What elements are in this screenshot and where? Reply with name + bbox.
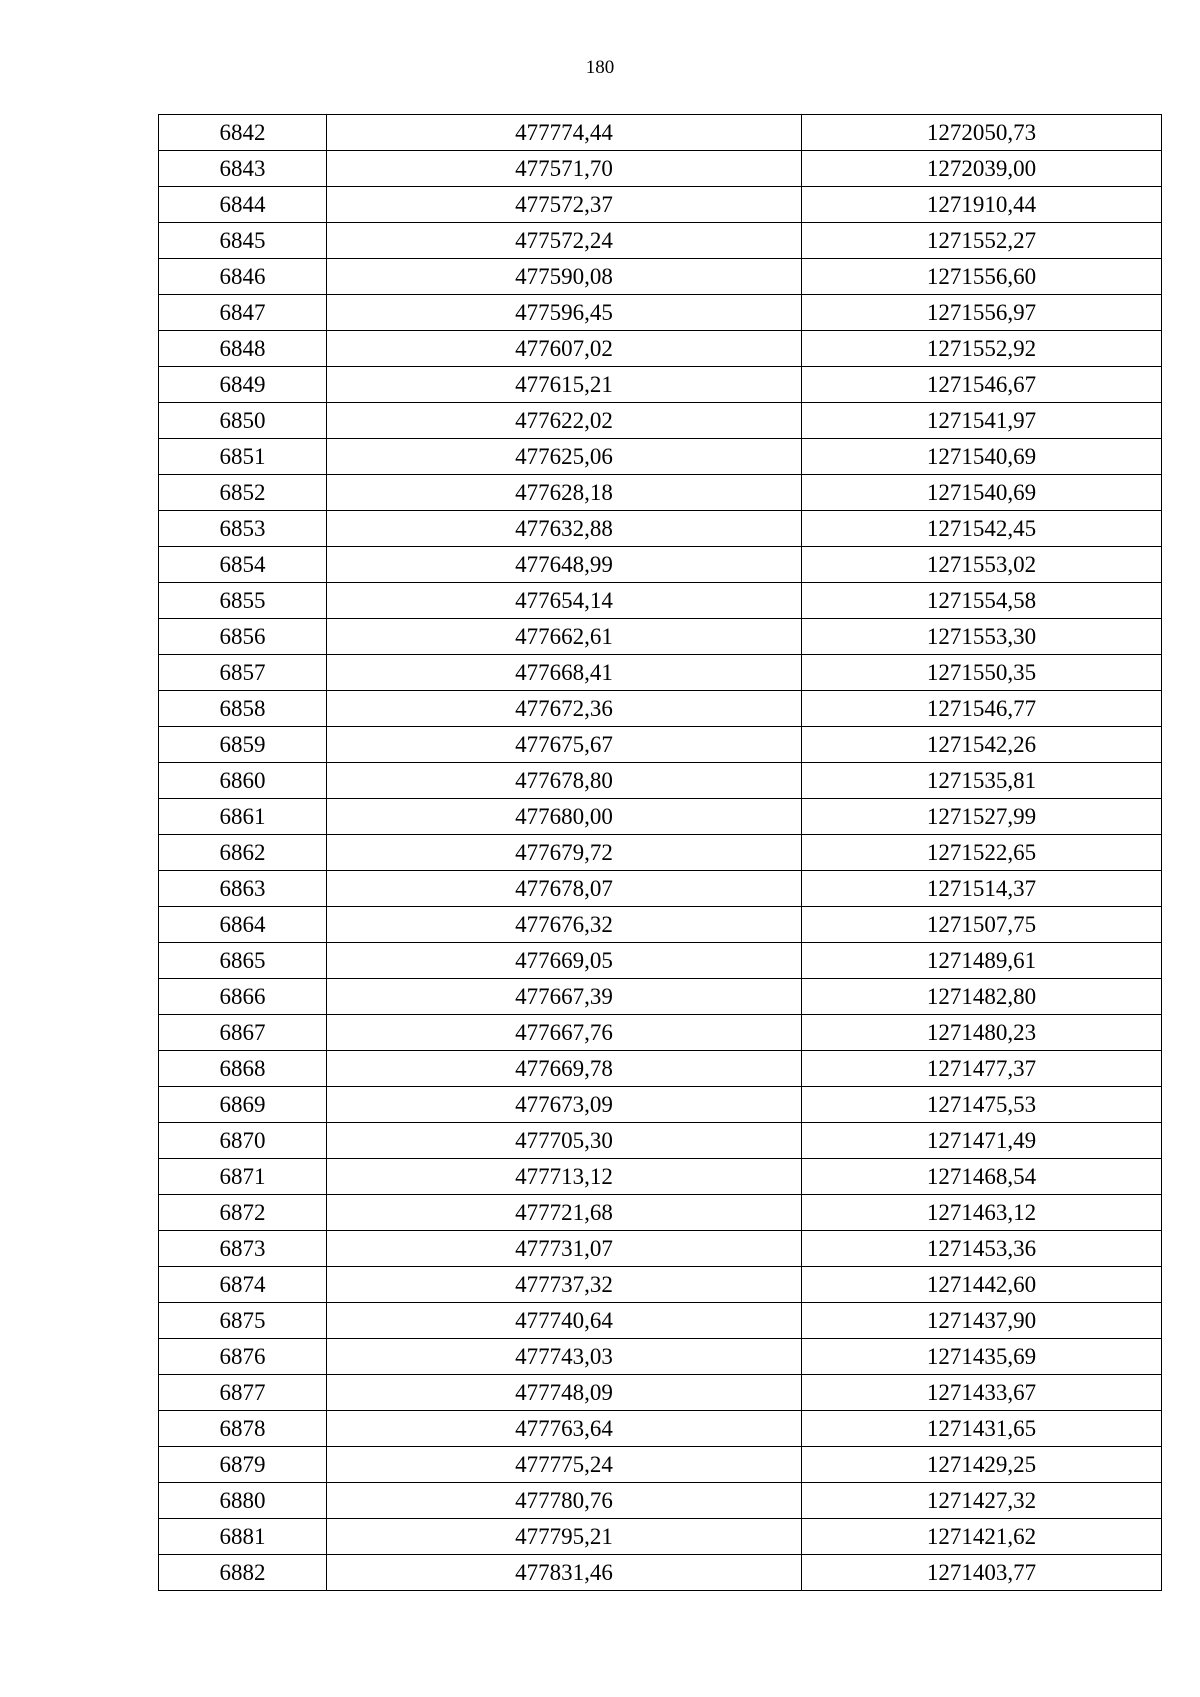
table-row — [159, 1519, 1162, 1555]
x-coordinate-cell: 477572,37 — [327, 187, 802, 223]
x-coordinate-cell: 477831,46 — [327, 1555, 802, 1591]
y-coordinate-cell: 1271431,65 — [802, 1411, 1162, 1447]
x-coordinate-cell: 477705,30 — [327, 1123, 802, 1159]
point-number-cell: 6871 — [159, 1159, 327, 1195]
y-coordinate-cell: 1271556,97 — [802, 295, 1162, 331]
x-coordinate-cell: 477680,00 — [327, 799, 802, 835]
point-number-cell: 6854 — [159, 547, 327, 583]
point-number-cell: 6868 — [159, 1051, 327, 1087]
y-coordinate-cell: 1271522,65 — [802, 835, 1162, 871]
x-coordinate-cell: 477743,03 — [327, 1339, 802, 1375]
point-number-cell: 6846 — [159, 259, 327, 295]
point-number-cell: 6881 — [159, 1519, 327, 1555]
table-row — [159, 691, 1162, 727]
y-coordinate-cell: 1271463,12 — [802, 1195, 1162, 1231]
y-coordinate-cell: 1271468,54 — [802, 1159, 1162, 1195]
x-coordinate-cell: 477669,78 — [327, 1051, 802, 1087]
point-number-cell: 6864 — [159, 907, 327, 943]
y-coordinate-cell: 1271535,81 — [802, 763, 1162, 799]
y-coordinate-cell: 1271433,67 — [802, 1375, 1162, 1411]
point-number-cell: 6872 — [159, 1195, 327, 1231]
table-row — [159, 187, 1162, 223]
table-row — [159, 115, 1162, 151]
table-row — [159, 1303, 1162, 1339]
x-coordinate-cell: 477607,02 — [327, 331, 802, 367]
y-coordinate-cell: 1271542,45 — [802, 511, 1162, 547]
y-coordinate-cell: 1271471,49 — [802, 1123, 1162, 1159]
table-row — [159, 727, 1162, 763]
table-row — [159, 1051, 1162, 1087]
y-coordinate-cell: 1271475,53 — [802, 1087, 1162, 1123]
x-coordinate-cell: 477673,09 — [327, 1087, 802, 1123]
y-coordinate-cell: 1271541,97 — [802, 403, 1162, 439]
y-coordinate-cell: 1271482,80 — [802, 979, 1162, 1015]
y-coordinate-cell: 1271403,77 — [802, 1555, 1162, 1591]
x-coordinate-cell: 477669,05 — [327, 943, 802, 979]
point-number-cell: 6861 — [159, 799, 327, 835]
y-coordinate-cell: 1271553,30 — [802, 619, 1162, 655]
table-row — [159, 763, 1162, 799]
x-coordinate-cell: 477679,72 — [327, 835, 802, 871]
point-number-cell: 6870 — [159, 1123, 327, 1159]
y-coordinate-cell: 1271527,99 — [802, 799, 1162, 835]
x-coordinate-cell: 477622,02 — [327, 403, 802, 439]
x-coordinate-cell: 477590,08 — [327, 259, 802, 295]
x-coordinate-cell: 477615,21 — [327, 367, 802, 403]
point-number-cell: 6865 — [159, 943, 327, 979]
x-coordinate-cell: 477740,64 — [327, 1303, 802, 1339]
point-number-cell: 6874 — [159, 1267, 327, 1303]
point-number-cell: 6844 — [159, 187, 327, 223]
x-coordinate-cell: 477654,14 — [327, 583, 802, 619]
x-coordinate-cell: 477775,24 — [327, 1447, 802, 1483]
y-coordinate-cell: 1271435,69 — [802, 1339, 1162, 1375]
table-row — [159, 1015, 1162, 1051]
table-row — [159, 1411, 1162, 1447]
y-coordinate-cell: 1271514,37 — [802, 871, 1162, 907]
x-coordinate-cell: 477721,68 — [327, 1195, 802, 1231]
y-coordinate-cell: 1271477,37 — [802, 1051, 1162, 1087]
point-number-cell: 6867 — [159, 1015, 327, 1051]
y-coordinate-cell: 1271507,75 — [802, 907, 1162, 943]
point-number-cell: 6857 — [159, 655, 327, 691]
point-number-cell: 6863 — [159, 871, 327, 907]
x-coordinate-cell: 477625,06 — [327, 439, 802, 475]
y-coordinate-cell: 1271453,36 — [802, 1231, 1162, 1267]
y-coordinate-cell: 1271437,90 — [802, 1303, 1162, 1339]
x-coordinate-cell: 477780,76 — [327, 1483, 802, 1519]
table-row — [159, 367, 1162, 403]
x-coordinate-cell: 477662,61 — [327, 619, 802, 655]
point-number-cell: 6878 — [159, 1411, 327, 1447]
table-row — [159, 799, 1162, 835]
point-number-cell: 6879 — [159, 1447, 327, 1483]
point-number-cell: 6847 — [159, 295, 327, 331]
point-number-cell: 6856 — [159, 619, 327, 655]
table-row — [159, 547, 1162, 583]
point-number-cell: 6853 — [159, 511, 327, 547]
table-row — [159, 1123, 1162, 1159]
x-coordinate-cell: 477632,88 — [327, 511, 802, 547]
table-row — [159, 223, 1162, 259]
table-row — [159, 1159, 1162, 1195]
y-coordinate-cell: 1271429,25 — [802, 1447, 1162, 1483]
y-coordinate-cell: 1271442,60 — [802, 1267, 1162, 1303]
y-coordinate-cell: 1271540,69 — [802, 475, 1162, 511]
table-row — [159, 511, 1162, 547]
y-coordinate-cell: 1271421,62 — [802, 1519, 1162, 1555]
x-coordinate-cell: 477676,32 — [327, 907, 802, 943]
table-row — [159, 619, 1162, 655]
x-coordinate-cell: 477628,18 — [327, 475, 802, 511]
table-row — [159, 871, 1162, 907]
y-coordinate-cell: 1271553,02 — [802, 547, 1162, 583]
x-coordinate-cell: 477795,21 — [327, 1519, 802, 1555]
point-number-cell: 6850 — [159, 403, 327, 439]
table-row — [159, 1339, 1162, 1375]
x-coordinate-cell: 477678,80 — [327, 763, 802, 799]
point-number-cell: 6848 — [159, 331, 327, 367]
table-row — [159, 655, 1162, 691]
table-row — [159, 403, 1162, 439]
y-coordinate-cell: 1271554,58 — [802, 583, 1162, 619]
point-number-cell: 6858 — [159, 691, 327, 727]
point-number-cell: 6873 — [159, 1231, 327, 1267]
y-coordinate-cell: 1271540,69 — [802, 439, 1162, 475]
point-number-cell: 6859 — [159, 727, 327, 763]
y-coordinate-cell: 1272039,00 — [802, 151, 1162, 187]
y-coordinate-cell: 1271552,92 — [802, 331, 1162, 367]
x-coordinate-cell: 477571,70 — [327, 151, 802, 187]
x-coordinate-cell: 477774,44 — [327, 115, 802, 151]
table-row — [159, 295, 1162, 331]
x-coordinate-cell: 477667,39 — [327, 979, 802, 1015]
table-row — [159, 1267, 1162, 1303]
table-row — [159, 979, 1162, 1015]
point-number-cell: 6866 — [159, 979, 327, 1015]
table-row — [159, 1375, 1162, 1411]
y-coordinate-cell: 1271550,35 — [802, 655, 1162, 691]
x-coordinate-cell: 477667,76 — [327, 1015, 802, 1051]
point-number-cell: 6849 — [159, 367, 327, 403]
point-number-cell: 6869 — [159, 1087, 327, 1123]
point-number-cell: 6842 — [159, 115, 327, 151]
table-row — [159, 475, 1162, 511]
x-coordinate-cell: 477713,12 — [327, 1159, 802, 1195]
x-coordinate-cell: 477596,45 — [327, 295, 802, 331]
point-number-cell: 6855 — [159, 583, 327, 619]
x-coordinate-cell: 477672,36 — [327, 691, 802, 727]
y-coordinate-cell: 1271542,26 — [802, 727, 1162, 763]
point-number-cell: 6877 — [159, 1375, 327, 1411]
table-row — [159, 1447, 1162, 1483]
point-number-cell: 6880 — [159, 1483, 327, 1519]
x-coordinate-cell: 477675,67 — [327, 727, 802, 763]
point-number-cell: 6851 — [159, 439, 327, 475]
coordinates-table-body — [159, 115, 1162, 1591]
x-coordinate-cell: 477648,99 — [327, 547, 802, 583]
y-coordinate-cell: 1271552,27 — [802, 223, 1162, 259]
point-number-cell: 6852 — [159, 475, 327, 511]
table-row — [159, 1483, 1162, 1519]
table-row — [159, 835, 1162, 871]
point-number-cell: 6882 — [159, 1555, 327, 1591]
x-coordinate-cell: 477763,64 — [327, 1411, 802, 1447]
point-number-cell: 6862 — [159, 835, 327, 871]
table-row — [159, 151, 1162, 187]
x-coordinate-cell: 477572,24 — [327, 223, 802, 259]
table-row — [159, 583, 1162, 619]
point-number-cell: 6876 — [159, 1339, 327, 1375]
y-coordinate-cell: 1271546,67 — [802, 367, 1162, 403]
table-row — [159, 1555, 1162, 1591]
point-number-cell: 6845 — [159, 223, 327, 259]
y-coordinate-cell: 1271480,23 — [802, 1015, 1162, 1051]
page-number: 180 — [585, 57, 615, 78]
y-coordinate-cell: 1271556,60 — [802, 259, 1162, 295]
y-coordinate-cell: 1271427,32 — [802, 1483, 1162, 1519]
x-coordinate-cell: 477678,07 — [327, 871, 802, 907]
table-row — [159, 439, 1162, 475]
table-row — [159, 1087, 1162, 1123]
y-coordinate-cell: 1272050,73 — [802, 115, 1162, 151]
point-number-cell: 6843 — [159, 151, 327, 187]
x-coordinate-cell: 477737,32 — [327, 1267, 802, 1303]
x-coordinate-cell: 477731,07 — [327, 1231, 802, 1267]
table-row — [159, 907, 1162, 943]
point-number-cell: 6875 — [159, 1303, 327, 1339]
table-row — [159, 1195, 1162, 1231]
x-coordinate-cell: 477668,41 — [327, 655, 802, 691]
table-row — [159, 943, 1162, 979]
x-coordinate-cell: 477748,09 — [327, 1375, 802, 1411]
table-row — [159, 259, 1162, 295]
y-coordinate-cell: 1271489,61 — [802, 943, 1162, 979]
table-row — [159, 1231, 1162, 1267]
point-number-cell: 6860 — [159, 763, 327, 799]
table-row — [159, 331, 1162, 367]
y-coordinate-cell: 1271910,44 — [802, 187, 1162, 223]
y-coordinate-cell: 1271546,77 — [802, 691, 1162, 727]
coordinates-table — [158, 114, 1162, 1591]
